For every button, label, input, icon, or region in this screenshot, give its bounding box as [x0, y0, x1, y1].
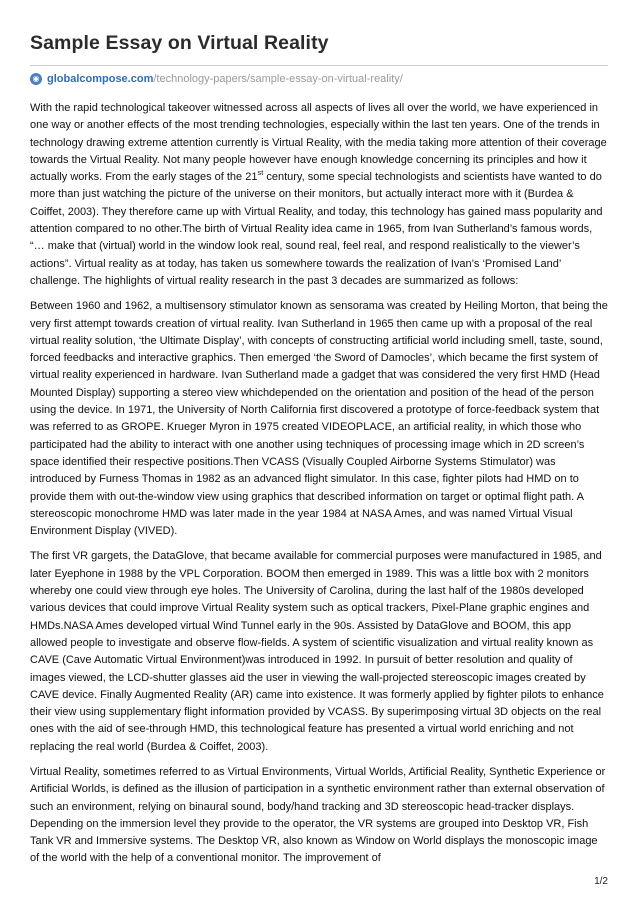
globe-icon: ◉ [30, 73, 42, 85]
paragraph-1-text-b: century, some special technologists and scientists have wanted to do more than just watching the picture of the universe on their monitors, but actually interact more with it (Burdea & Coiffet, 2003). They therefore came up with Virtual Reality, and today, this technology has gained mass popularity and attention compared to no other.The birth of Virtual Reality idea came in 1965, from Ivan Sutherland’s famous words, “… make that (virtual) world in the window look real, sound real, feel real, and respond realistically to the viewer’s actions”. Virtual reality as at today, has taken us somewhere towards the realization of Ivan’s ‘Promised Land’ challenge. The highlights of virtual reality research in the past 3 decades are summarized as follows: [30, 171, 603, 287]
source-url[interactable] [30, 65, 608, 86]
paragraph-2: Between 1960 and 1962, a multisensory stimulator known as sensorama was created by Heiling Morton, that being the very first attempt towards creation of virtual reality. Ivan Sutherland in 1965 then came up with a proposal of the real virtual reality solution, ‘the Ultimate Display’, with concepts of constructing artificial world including smell, taste, sound, forced feedbacks and interactive graphics. Then emerged ‘the Sword of Damocles’, which became the first system of virtual reality experienced in hardware. Ivan Sutherland made a gadget that was considered the very first HMD (Head Mounted Display) supporting a stereo view whichdepended on the orientation and position of the head of the person using the device. In 1971, the University of North California first discovered a prototype of force-feedback system that was referred to as GROPE. Krueger Myron in 1975 created VIDEOPLACE, an artificial reality, in which those who participated had the ability to interact with one another using techniques of processing image which in 2D screen’s space identified their respective positions.Then VCASS (Visually Coupled Airborne Systems Stimulator) was introduced by Furness Thomas in 1982 as an advanced flight simulator. In this case, fighter pilots had HMD on to provide them with out-the-window view using graphics that described information on target or optimal flight path. A stereoscopic monochrome HMD was later made in the year 1984 at NASA Ames, and was named Virtual Visual Environment Display (VIVED). [30, 300, 608, 538]
source-domain[interactable]: globalcompose.com [47, 73, 154, 85]
source-path[interactable]: /technology-papers/sample-essay-on-virtual-reality/ [153, 73, 403, 85]
superscript-st: st [257, 168, 264, 178]
paragraph-3: The first VR gargets, the DataGlove, that became available for commercial purposes were manufactured in 1985, and later Eyephone in 1988 by the VPL Corporation. BOOM then emerged in 1989. This was a little box with 2 monitors whereby one could view through eye holes. The University of Carolina, during the last half of the 1980s developed various devices that could improve Virtual Reality system such as optical trackers, Pixel-Plane graphic engines and HMDs.NASA Ames developed virtual Wind Tunnel early in the 90s. Assisted by DataGlove and BOOM, this app allowed people to investigate and observe flow-fields. A system of scientific visualization and virtual reality known as CAVE (Cave Automatic Virtual Environment)was introduced in 1992. In pursuit of better resolution and quality of images viewed, the LCD-shutter glasses aid the user in viewing the wall-projected stereoscopic images created by CAVE device. Finally Augmented Reality (AR) came into existence. It was formerly applied by fighter pilots to enhance their view using supplementary flight information provided by VCASS. By superimposing virtual 3D objects on the real ones with the aid of see-through HMD, this technological feature has presented a virtual world enriching and not replacing the real world (Burdea & Coiffet, 2003). [30, 550, 604, 753]
page-title: Sample Essay on Virtual Reality [30, 32, 329, 54]
paragraph-4: Virtual Reality, sometimes referred to as Virtual Environments, Virtual Worlds, Artificial Reality, Synthetic Experience or Artificial Worlds, is defined as the illusion of participation in a synthetic environment rather than external observation of such an environment, relying on binaural sound, body/hand tracking and 3D stereoscopic head-tracker displays. Depending on the immersion level they provide to the operator, the VR systems are grouped into Desktop VR, Fish Tank VR and Immersive systems. The Desktop VR, also known as Window on World displays the monoscopic image of the world with the help of a conventional monitor. The improvement of [30, 765, 606, 865]
essay-body [30, 100, 608, 868]
paragraph-1 [30, 100, 608, 290]
paragraph-1-text-a: With the rapid technological takeover witnessed across all aspects of lives all over the world, we have experienced in one way or another effects of the most trending technologies, especially within the last ten years. One of the trends in technology drawing extreme attention currently is Virtual Reality, with the media taking more attention of their coverage towards the Virtual Reality. Not many people however have enough knowledge concerning its principles and how it actually works. From the early stages of the 21 [30, 102, 607, 184]
page-number: 1/2 [594, 876, 608, 887]
document-page [30, 30, 608, 876]
